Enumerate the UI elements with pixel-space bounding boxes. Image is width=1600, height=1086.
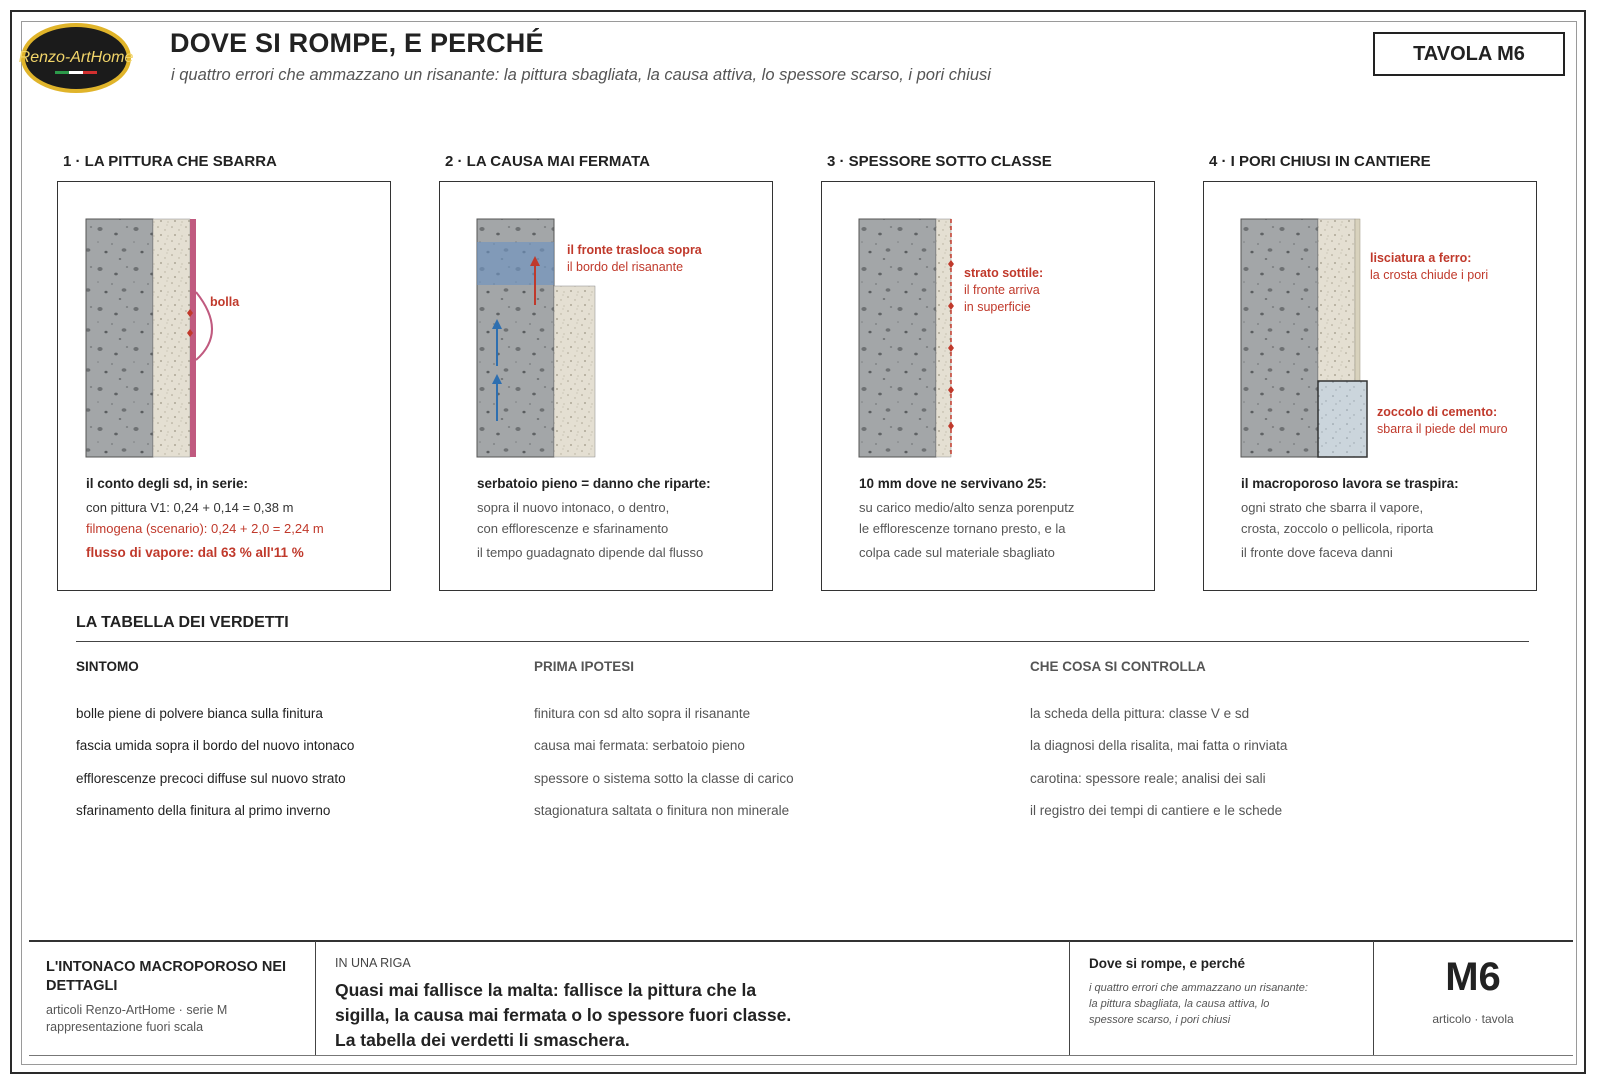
oneliner-line-1: Quasi mai fallisce la malta: fallisce la pittura che la xyxy=(335,980,757,1000)
oneliner-label: IN UNA RIGA xyxy=(335,956,411,970)
footer-top-rule xyxy=(29,940,1573,942)
panel-4-heading: 4 · I PORI CHIUSI IN CANTIERE xyxy=(1209,153,1431,170)
table-cell-check-1: la scheda della pittura: classe V e sd xyxy=(1030,706,1250,721)
oneliner-line-2: sigilla, la causa mai fermata o lo spessore fuori classe. xyxy=(335,1005,792,1025)
thin-layer-label: strato sottile: xyxy=(964,266,1044,280)
column-header-hypothesis: PRIMA IPOTESI xyxy=(534,659,635,674)
trowel-sublabel: la crosta chiude i pori xyxy=(1370,268,1489,282)
front-moves-label: il fronte trasloca sopra xyxy=(567,243,702,257)
oneliner-line-3: La tabella dei verdetti li smaschera. xyxy=(335,1030,630,1050)
panel-3-line-1: su carico medio/alto senza porenputz xyxy=(859,500,1075,515)
table-cell-check-4: il registro dei tempi di cantiere e le schede xyxy=(1030,803,1283,818)
article-summary-line-1: i quattro errori che ammazzano un risanante: xyxy=(1089,982,1308,994)
page-title: DOVE SI ROMPE, E PERCHÉ xyxy=(170,28,544,58)
oneliner-quote xyxy=(335,978,791,1053)
masonry-wall xyxy=(1241,219,1318,457)
footer-bottom-rule xyxy=(29,1055,1573,1056)
table-cell-symptom-2: fascia umida sopra il bordo del nuovo intonaco xyxy=(76,738,355,753)
panel-1-conclusion: flusso di vapore: dal 63 % all'11 % xyxy=(86,545,304,560)
masonry-wall xyxy=(86,219,153,457)
logo-text: Renzo-ArtHome xyxy=(19,49,133,66)
panel-1-line-2: filmogena (scenario): 0,24 + 2,0 = 2,24 m xyxy=(86,521,324,536)
table-cell-symptom-3: efflorescenze precoci diffuse sul nuovo strato xyxy=(76,771,346,786)
thin-layer-sublabel-2: in superficie xyxy=(964,300,1031,314)
cement-base-label: zoccolo di cemento: xyxy=(1377,405,1498,419)
panel-3-heading: 3 · SPESSORE SOTTO CLASSE xyxy=(827,153,1052,170)
panel-4-line-1: ogni strato che sbarra il vapore, xyxy=(1241,500,1424,515)
panel-2-conclusion: il tempo guadagnato dipende dal flusso xyxy=(477,545,704,560)
panel-3-line-2: le efflorescenze tornano presto, e la xyxy=(859,521,1066,536)
tavola-badge: TAVOLA M6 xyxy=(1373,32,1565,76)
article-code: M6 xyxy=(1445,955,1501,999)
panel-1-line-1: con pittura V1: 0,24 + 0,14 = 0,38 m xyxy=(86,500,294,515)
front-moves-sublabel: il bordo del risanante xyxy=(567,260,684,274)
series-line-1: articoli Renzo-ArtHome · serie M xyxy=(46,1003,228,1017)
table-cell-symptom-4: sfarinamento della finitura al primo inverno xyxy=(76,803,331,818)
panel-paint-barrier xyxy=(57,181,391,591)
panel-3-caption-title: 10 mm dove ne servivano 25: xyxy=(859,476,1047,491)
page-subtitle: i quattro errori che ammazzano un risanante: la pittura sbagliata, la causa attiva, lo spessore scarso, i pori chiusi xyxy=(171,66,991,84)
verdict-table-rule xyxy=(76,641,1529,642)
column-header-symptom: SINTOMO xyxy=(76,659,139,674)
panel-2-heading: 2 · LA CAUSA MAI FERMATA xyxy=(445,153,650,170)
trowel-label: lisciatura a ferro: xyxy=(1370,251,1472,265)
article-summary xyxy=(1089,980,1308,1028)
series-title: L'INTONACO MACROPOROSO NEI DETTAGLI xyxy=(46,959,287,994)
table-cell-hypothesis-2: causa mai fermata: serbatoio pieno xyxy=(534,738,745,753)
table-cell-check-2: la diagnosi della risalita, mai fatta o rinviata xyxy=(1030,738,1288,753)
footer-divider-1 xyxy=(315,941,316,1055)
panel-4-caption-title: il macroporoso lavora se traspira: xyxy=(1241,476,1459,491)
panel-1-caption-title: il conto degli sd, in serie: xyxy=(86,476,249,491)
table-cell-symptom-1: bolle piene di polvere bianca sulla finitura xyxy=(76,706,323,721)
article-summary-line-3: spessore scarso, i pori chiusi xyxy=(1089,1014,1231,1026)
table-cell-hypothesis-1: finitura con sd alto sopra il risanante xyxy=(534,706,751,721)
plaster-layer xyxy=(153,219,190,457)
new-plaster xyxy=(554,286,595,457)
article-code-caption: articolo · tavola xyxy=(1432,1012,1514,1026)
thin-plaster xyxy=(936,219,951,457)
cement-base-sublabel: sbarra il piede del muro xyxy=(1377,422,1508,436)
paint-film xyxy=(190,219,196,457)
brand-logo xyxy=(19,21,133,95)
series-line-2: rappresentazione fuori scala xyxy=(46,1020,204,1034)
verdict-table-title: LA TABELLA DEI VERDETTI xyxy=(76,614,289,631)
footer-divider-2 xyxy=(1069,941,1070,1055)
panel-unstopped-cause xyxy=(439,181,773,591)
panel-4-conclusion: il fronte dove faceva danni xyxy=(1241,545,1393,560)
trowel-crust xyxy=(1355,219,1360,381)
table-cell-check-3: carotina: spessore reale; analisi dei sali xyxy=(1030,771,1266,786)
panel-2-caption-title: serbatoio pieno = danno che riparte: xyxy=(477,476,711,491)
panel-closed-pores xyxy=(1203,181,1537,591)
panel-2-line-1: sopra il nuovo intonaco, o dentro, xyxy=(477,500,670,515)
table-cell-hypothesis-4: stagionatura saltata o finitura non minerale xyxy=(534,803,790,818)
blister-label: bolla xyxy=(210,295,240,309)
thin-layer-sublabel-1: il fronte arriva xyxy=(964,283,1040,297)
panel-thin-layer xyxy=(821,181,1155,591)
table-cell-hypothesis-3: spessore o sistema sotto la classe di carico xyxy=(534,771,794,786)
panel-4-line-2: crosta, zoccolo o pellicola, riporta xyxy=(1241,521,1434,536)
panel-1-heading: 1 · LA PITTURA CHE SBARRA xyxy=(63,153,277,170)
article-title: Dove si rompe, e perché xyxy=(1089,956,1246,971)
panel-3-conclusion: colpa cade sul materiale sbagliato xyxy=(859,545,1055,560)
panel-2-line-2: con efflorescenze e sfarinamento xyxy=(477,521,669,536)
wet-band xyxy=(477,242,554,285)
plaster-layer xyxy=(1318,219,1355,381)
column-header-check: CHE COSA SI CONTROLLA xyxy=(1030,659,1206,674)
cement-base xyxy=(1318,381,1367,457)
article-summary-line-2: la pittura sbagliata, la causa attiva, lo xyxy=(1089,998,1270,1010)
masonry-wall xyxy=(859,219,936,457)
